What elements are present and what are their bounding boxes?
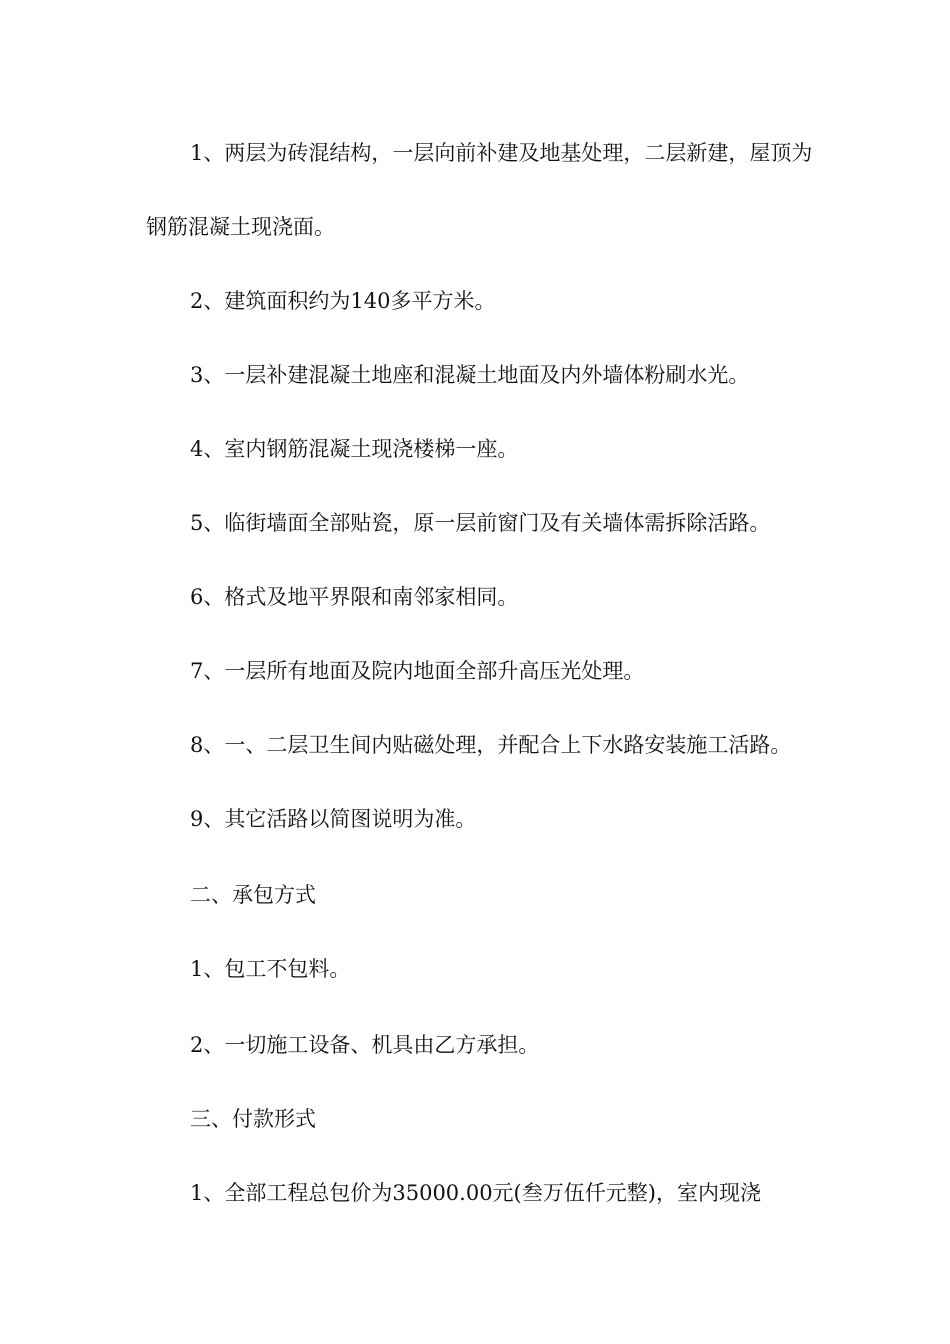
paragraph-3: 3、一层补建混凝土地座和混凝土地面及内外墙体粉刷水光。 bbox=[190, 363, 750, 387]
paragraph-10: 1、包工不包料。 bbox=[190, 957, 351, 981]
section-heading-contract-method: 二、承包方式 bbox=[190, 883, 316, 907]
section-heading-payment-form: 三、付款形式 bbox=[190, 1107, 316, 1131]
paragraph-12: 1、全部工程总包价为35000.00元(叁万伍仟元整)，室内现浇 bbox=[190, 1181, 761, 1205]
paragraph-7: 7、一层所有地面及院内地面全部升高压光处理。 bbox=[190, 659, 645, 683]
paragraph-6: 6、格式及地平界限和南邻家相同。 bbox=[190, 585, 519, 609]
paragraph-11: 2、一切施工设备、机具由乙方承担。 bbox=[190, 1033, 540, 1057]
paragraph-1: 1、两层为砖混结构，一层向前补建及地基处理，二层新建，屋顶为钢筋混凝土现浇面。 bbox=[146, 141, 813, 239]
paragraph-2: 2、建筑面积约为140多平方米。 bbox=[190, 289, 496, 313]
paragraph-5: 5、临街墙面全部贴瓷，原一层前窗门及有关墙体需拆除活路。 bbox=[190, 511, 771, 535]
paragraph-9: 9、其它活路以简图说明为准。 bbox=[190, 807, 477, 831]
paragraph-4: 4、室内钢筋混凝土现浇楼梯一座。 bbox=[190, 437, 519, 461]
paragraph-8: 8、一、二层卫生间内贴磁处理，并配合上下水路安装施工活路。 bbox=[190, 733, 792, 757]
